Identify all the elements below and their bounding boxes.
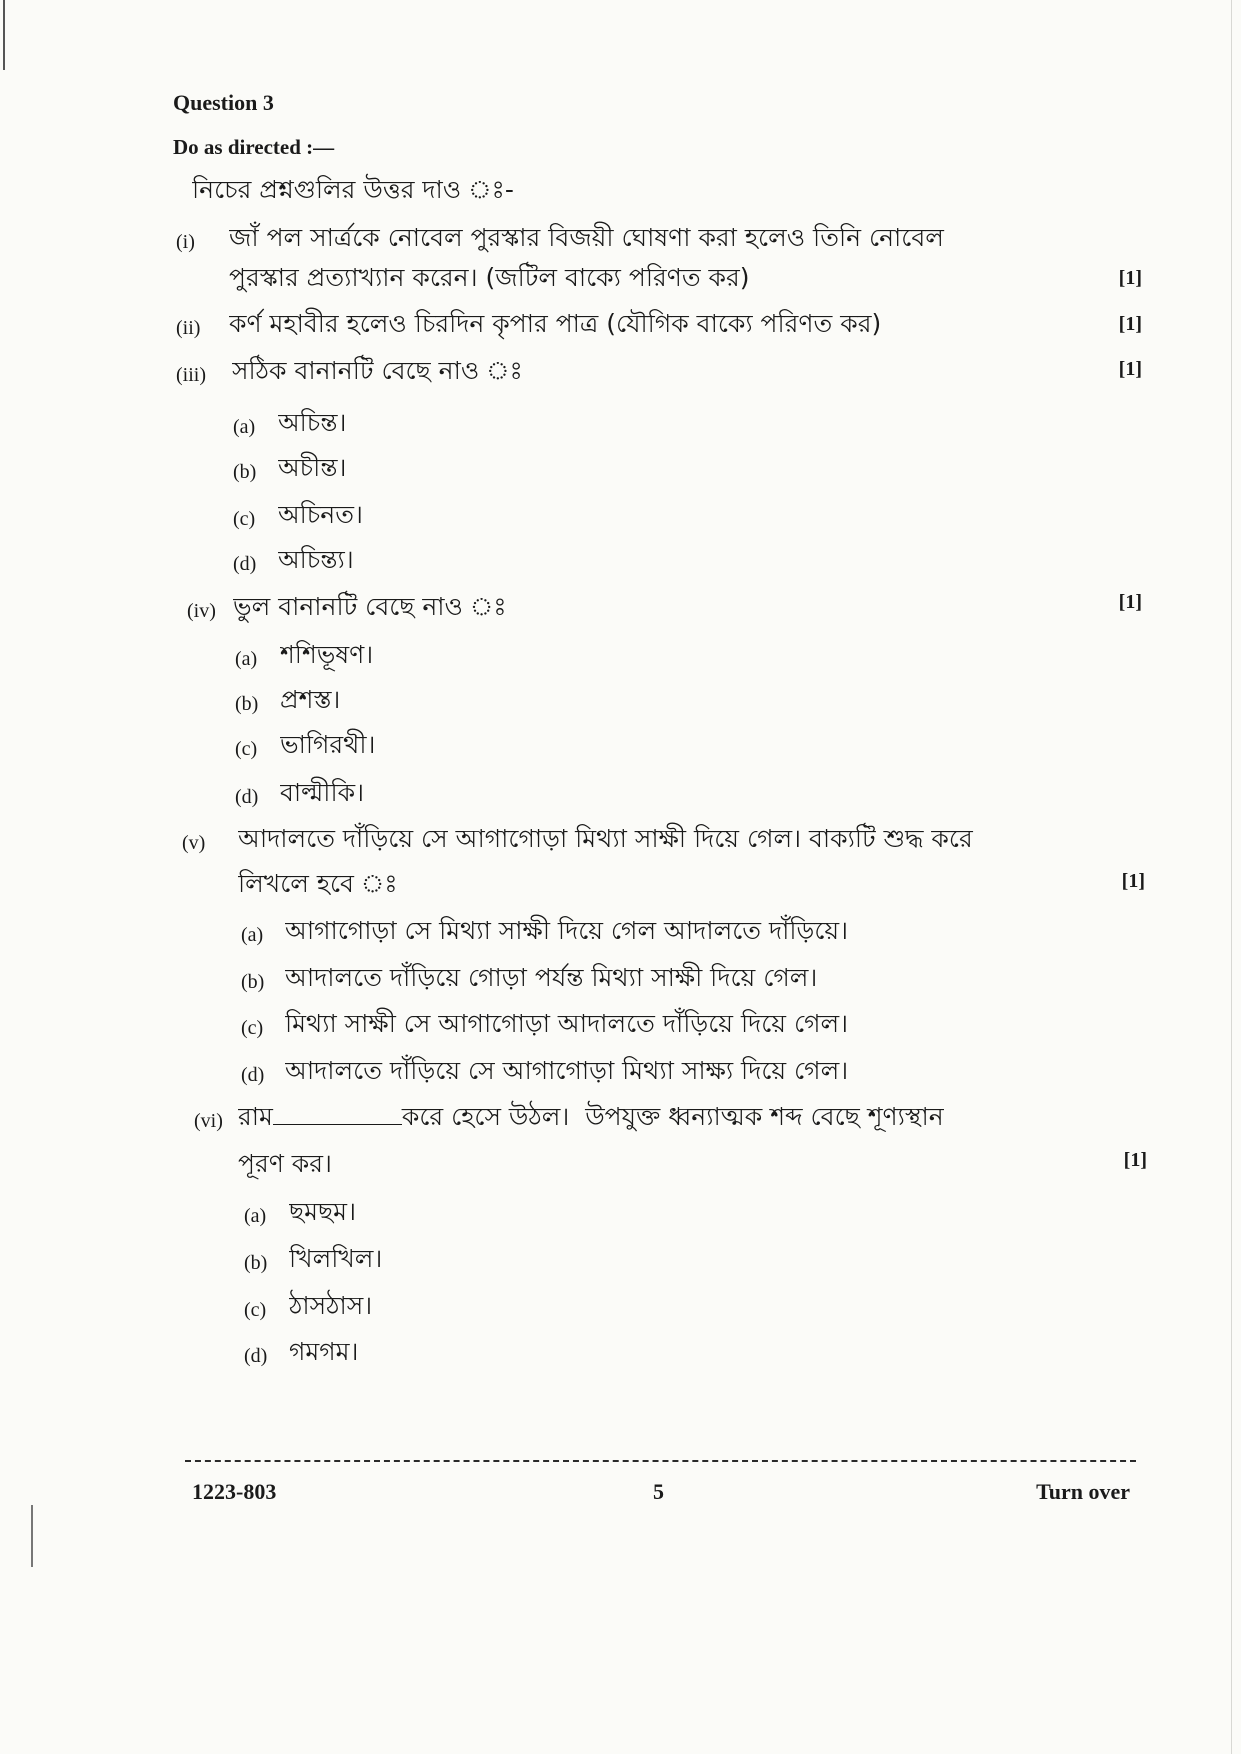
- option-text: অচীন্ত।: [278, 453, 347, 482]
- option-label: (c): [241, 1017, 264, 1039]
- option-text: শশিভূষণ।: [280, 640, 374, 669]
- footer-divider: [185, 1460, 1136, 1462]
- question-vi-line-2: পূরণ কর।: [238, 1149, 332, 1178]
- question-v-line-1: আদালতে দাঁড়িয়ে সে আগাগোড়া মিথ্যা সাক্ষী দিয়ে গেল। বাক্যটি শুদ্ধ করে: [238, 824, 973, 853]
- option-label: (b): [235, 693, 259, 715]
- page-number: 5: [653, 1479, 664, 1504]
- scan-edge-line-top-left: [3, 0, 5, 70]
- question-v-line-2: লিখলে হবে ঃ: [238, 869, 398, 898]
- marks-v: [1]: [1121, 870, 1145, 892]
- option-label: (b): [233, 461, 257, 483]
- marks-ii: [1]: [1118, 313, 1142, 335]
- marks-i: [1]: [1118, 267, 1142, 289]
- question-iv-line-1: ভুল বানানটি বেছে নাও ঃ: [233, 592, 507, 621]
- option-label: (a): [235, 648, 258, 670]
- option-label: (d): [235, 786, 259, 808]
- question-ii-line-1: কর্ণ মহাবীর হলেও চিরদিন কৃপার পাত্র (যৌগিক বাক্যে পরিণত কর): [229, 309, 882, 338]
- option-text: ছমছম।: [289, 1197, 357, 1226]
- option-label: (b): [244, 1252, 268, 1274]
- option-text: প্রশস্ত।: [280, 685, 341, 714]
- question-vi-line-1-rest: করে হেসে উঠল। উপযুক্ত ধ্বন্যাত্মক শব্দ বেছে শূণ্যস্থান: [401, 1102, 944, 1131]
- paper-code: 1223-803: [192, 1479, 277, 1504]
- question-iii-line-1: সঠিক বানানটি বেছে নাও ঃ: [232, 356, 523, 385]
- question-number-iii: (iii): [176, 364, 206, 386]
- option-text: ঠাসঠাস।: [289, 1291, 373, 1320]
- turn-over-note: Turn over: [1036, 1479, 1130, 1504]
- option-text: আদালতে দাঁড়িয়ে সে আগাগোড়া মিথ্যা সাক্ষ্য দিয়ে গেল।: [285, 1056, 849, 1085]
- option-label: (a): [244, 1205, 267, 1227]
- question-number-ii: (ii): [176, 317, 201, 339]
- question-number-iv: (iv): [187, 600, 216, 622]
- option-text: অচিন্ত্য।: [278, 545, 354, 574]
- scan-edge-line-right: [1231, 0, 1232, 1754]
- option-text: গমগম।: [289, 1337, 359, 1366]
- option-label: (d): [244, 1345, 268, 1367]
- option-label: (c): [233, 508, 256, 530]
- blank-prefix: রাম: [238, 1102, 273, 1131]
- option-label: (c): [244, 1299, 267, 1321]
- question-number-vi: (vi): [194, 1110, 223, 1132]
- option-label: (b): [241, 971, 265, 993]
- question-title: Question 3: [173, 90, 274, 115]
- marks-iv: [1]: [1118, 591, 1142, 613]
- option-text: ভাগিরথী।: [280, 730, 376, 759]
- question-i-line-1: জাঁ পল সার্ত্রকে নোবেল পুরস্কার বিজয়ী ঘোষণা করা হলেও তিনি নোবেল: [229, 223, 944, 252]
- option-text: আগাগোড়া সে মিথ্যা সাক্ষী দিয়ে গেল আদালতে দাঁড়িয়ে।: [285, 916, 849, 945]
- question-i-line-2: পুরস্কার প্রত্যাখ্যান করেন। (জটিল বাক্যে পরিণত কর): [229, 263, 750, 292]
- option-text: মিথ্যা সাক্ষী সে আগাগোড়া আদালতে দাঁড়িয়ে দিয়ে গেল।: [285, 1009, 849, 1038]
- question-number-i: (i): [176, 231, 195, 253]
- option-text: বাল্মীকি।: [280, 778, 365, 807]
- option-label: (a): [233, 416, 256, 438]
- fill-in-blank: [273, 1100, 402, 1125]
- scan-edge-line-bottom-left: [31, 1505, 33, 1567]
- bengali-instruction: নিচের প্রশ্নগুলির উত্তর দাও ঃ-: [192, 175, 514, 204]
- option-label: (d): [233, 553, 257, 575]
- marks-iii: [1]: [1118, 358, 1142, 380]
- option-label: (a): [241, 924, 264, 946]
- option-label: (d): [241, 1064, 265, 1086]
- option-text: খিলখিল।: [289, 1244, 383, 1273]
- question-vi-line-1: [238, 1099, 1098, 1139]
- option-text: অচিন্ত।: [278, 408, 347, 437]
- option-text: আদালতে দাঁড়িয়ে গোড়া পর্যন্ত মিথ্যা সাক্ষী দিয়ে গেল।: [285, 963, 818, 992]
- instruction: Do as directed :—: [173, 135, 335, 159]
- option-label: (c): [235, 738, 258, 760]
- option-text: অচিনত।: [278, 500, 363, 529]
- question-number-v: (v): [182, 832, 206, 854]
- marks-vi: [1]: [1123, 1149, 1147, 1171]
